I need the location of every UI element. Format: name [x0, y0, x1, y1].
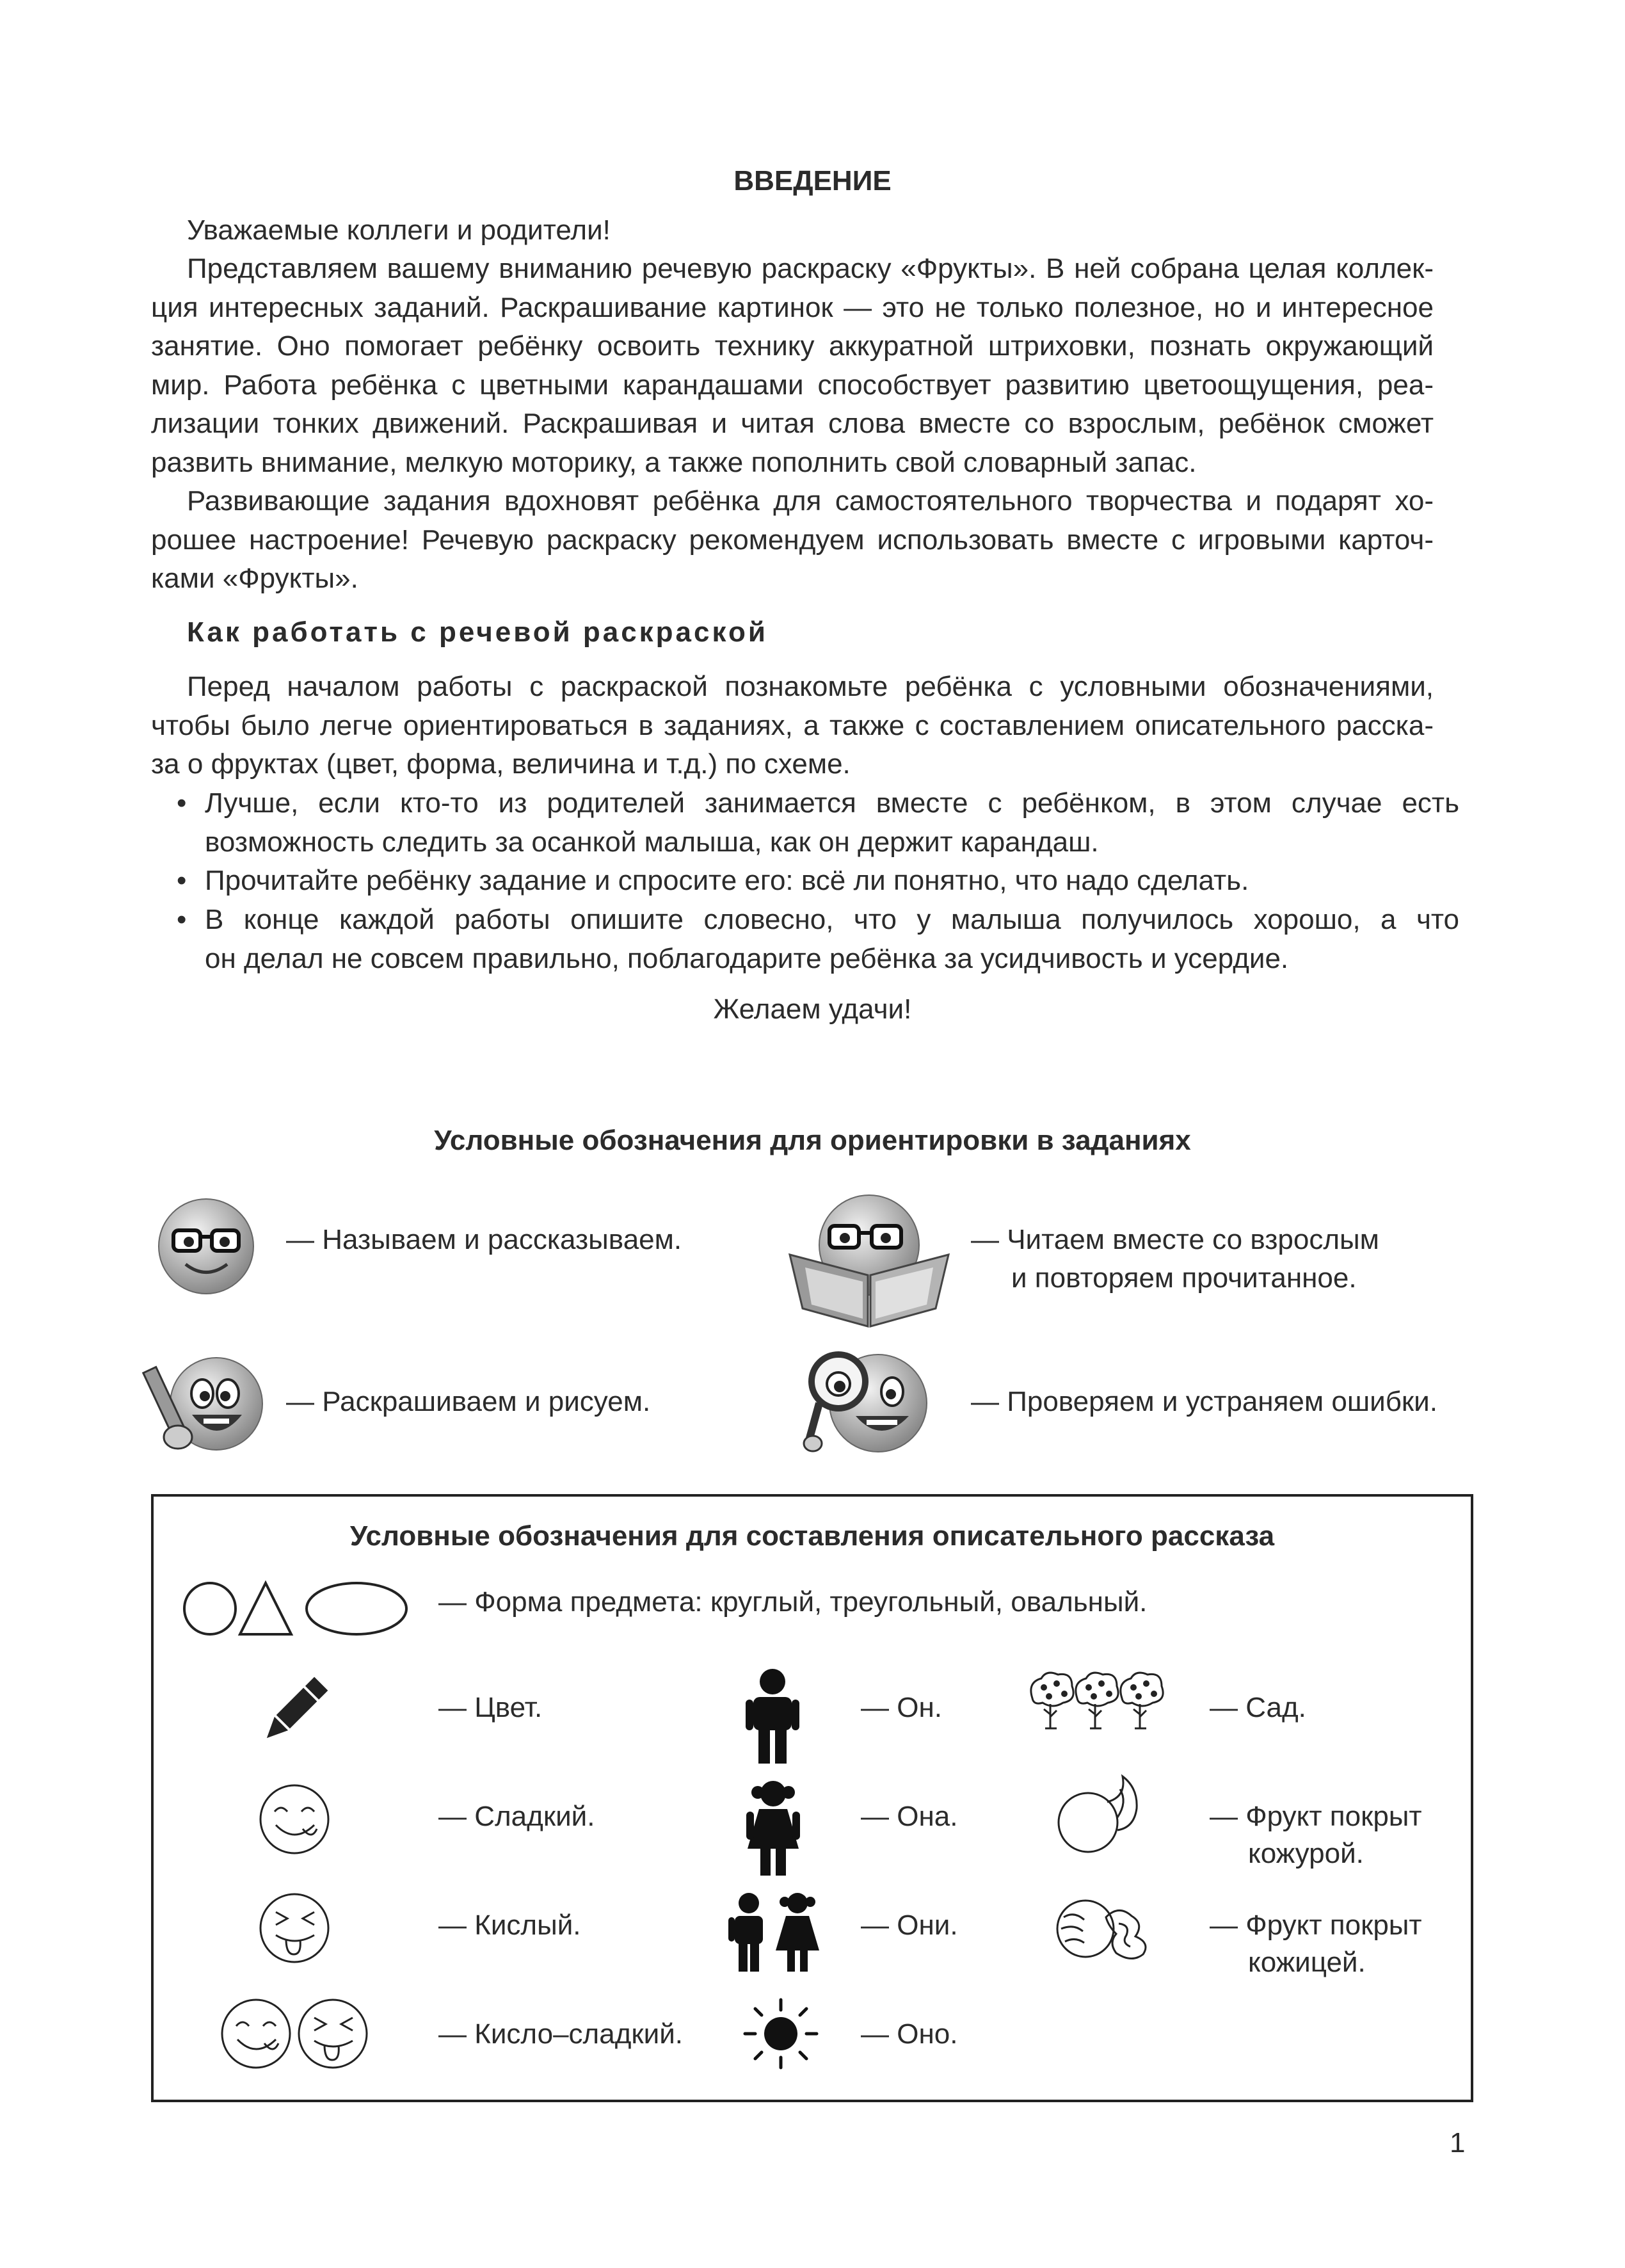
intro-line: Представляем вашему вниманию речевую раскраску «Фрукты». В ней собрана целая коллек- — [187, 253, 1434, 284]
sweet-sour-faces-icon — [220, 1997, 370, 2071]
bullet-item — [205, 784, 1459, 862]
story-label-color: — Цвет. — [438, 1692, 543, 1723]
bullet-line: Прочитайте ребёнку задание и спросите его: всё ли понятно, что надо сделать. — [205, 865, 1249, 896]
girl-icon — [744, 1780, 803, 1876]
story-label-sour: — Кислый. — [438, 1910, 581, 1941]
intro-line: лизации тонких движений. Раскрашивая и читая слова вместе со взрослым, ребёнок сможет — [151, 408, 1434, 439]
bullet-line: возможность следить за осанкой малыша, как он держит карандаш. — [205, 826, 1099, 858]
intro-line: развить внимание, мелкую моторику, а также пополнить свой словарный запас. — [151, 446, 1197, 478]
story-label-he: — Он. — [861, 1692, 942, 1723]
intro-line: мир. Работа ребёнка с цветными карандашами способствует развитию цветоощущения, реа- — [151, 369, 1434, 401]
sun-icon — [742, 1997, 819, 2071]
story-label-skin-2: кожицей. — [1248, 1947, 1366, 1978]
greeting: Уважаемые коллеги и родители! — [187, 214, 611, 246]
story-label-she: — Она. — [861, 1801, 958, 1832]
intro-line: занятие. Оно помогает ребёнку освоить технику аккуратной штриховки, познать окружающий — [151, 330, 1434, 362]
closing-wish: Желаем удачи! — [713, 993, 912, 1025]
page-number: 1 — [1450, 2127, 1466, 2159]
intro2-line: рошее настроение! Речевую раскраску рекомендуем использовать вместе с игровыми карточ- — [151, 524, 1434, 556]
story-label-peel-1: — Фрукт покрыт — [1210, 1801, 1422, 1832]
intro2-line: ками «Фрукты». — [151, 563, 358, 594]
bullet-line: Лучше, если кто-то из родителей занимается вместе с ребёнком, в этом случае есть — [205, 787, 1459, 819]
garden-icon — [1027, 1669, 1171, 1733]
page-title: ВВЕДЕНИЕ — [733, 165, 892, 197]
method-line: за о фруктах (цвет, форма, величина и т.д.) по схеме. — [151, 748, 851, 780]
story-label-sweet-sour: — Кисло–сладкий. — [438, 2018, 683, 2050]
legend-label-read-1: — Читаем вместе со взрослым — [971, 1224, 1379, 1255]
story-title: Условные обозначения для составления описательного рассказа — [349, 1520, 1275, 1552]
legend-title: Условные обозначения для ориентировки в заданиях — [434, 1125, 1191, 1156]
intro2-paragraph — [151, 482, 1434, 599]
legend-label-check: — Проверяем и устраняем ошибки. — [971, 1386, 1437, 1417]
bullet-marker: • — [177, 865, 187, 896]
bullet-line: он делал не совсем правильно, поблагодарите ребёнка за усидчивость и усердие. — [205, 942, 1289, 974]
magnifier-face-icon — [801, 1344, 933, 1456]
section-subheading: Как работать с речевой раскраской — [187, 616, 768, 648]
method-paragraph — [151, 668, 1434, 784]
sour-face-icon — [258, 1892, 332, 1965]
glasses-face-icon — [157, 1197, 256, 1296]
bullet-line: В конце каждой работы опишите словесно, что у малыша получилось хорошо, а что — [205, 904, 1459, 935]
story-label-they: — Они. — [861, 1910, 958, 1941]
story-label-it: — Оно. — [861, 2018, 958, 2050]
sweet-face-icon — [258, 1783, 332, 1856]
pencil-face-icon — [146, 1354, 264, 1456]
boy-girl-icon — [730, 1892, 822, 1972]
pencil-icon — [259, 1674, 330, 1748]
boy-icon — [746, 1668, 800, 1764]
bullet-item — [205, 901, 1459, 978]
story-label-garden: — Сад. — [1210, 1692, 1306, 1723]
story-label-shape: — Форма предмета: круглый, треугольный, овальный. — [438, 1586, 1148, 1618]
method-line: Перед началом работы с раскраской познакомьте ребёнка с условными обозначениями, — [187, 671, 1434, 702]
legend-label-color: — Раскрашиваем и рисуем. — [286, 1386, 651, 1417]
intro2-line: Развивающие задания вдохновят ребёнка для самостоятельного творчества и подарят хо- — [187, 485, 1434, 517]
intro-line: ция интересных заданий. Раскрашивание картинок — это не только полезное, но и интересное — [151, 291, 1434, 323]
legend-label-name: — Называем и рассказываем. — [286, 1224, 682, 1255]
intro-paragraph — [151, 250, 1434, 482]
method-line: чтобы было легче ориентироваться в заданиях, а также с составлением описательного расска- — [151, 709, 1434, 741]
shapes-icon — [182, 1580, 410, 1637]
story-label-peel-2: кожурой. — [1248, 1838, 1364, 1869]
bullet-item — [205, 862, 1459, 901]
bullet-marker: • — [177, 787, 187, 819]
reading-face-icon — [786, 1191, 952, 1328]
legend-label-read-2: и повторяем прочитанное. — [1011, 1262, 1357, 1294]
story-label-skin-1: — Фрукт покрыт — [1210, 1910, 1422, 1941]
story-label-sweet: — Сладкий. — [438, 1801, 595, 1832]
peel-fruit-icon — [1056, 1776, 1146, 1856]
skin-fruit-icon — [1055, 1892, 1157, 1965]
bullet-marker: • — [177, 904, 187, 935]
